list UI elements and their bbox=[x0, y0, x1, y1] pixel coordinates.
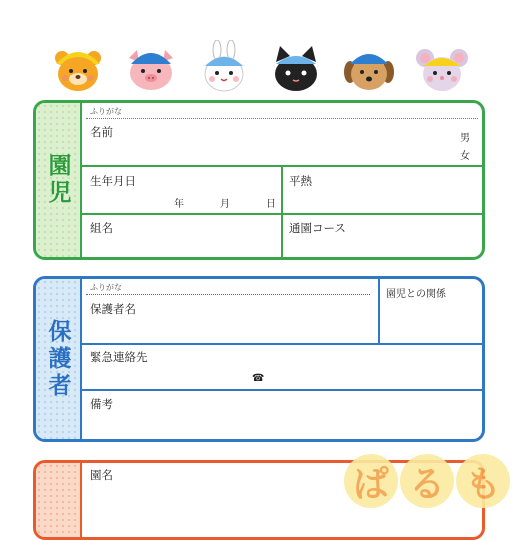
gender-female-option[interactable]: 女 bbox=[460, 151, 470, 162]
birth-year-unit: 年 bbox=[174, 199, 184, 210]
school-name-label: 園名 bbox=[90, 468, 113, 482]
phone-icon: ☎ bbox=[252, 373, 265, 384]
birth-day-unit: 日 bbox=[266, 199, 276, 210]
pig-icon bbox=[123, 40, 179, 96]
fever-label: 平熱 bbox=[289, 174, 312, 188]
class-label: 組名 bbox=[90, 221, 113, 235]
rabbit-icon bbox=[196, 40, 252, 96]
guardian-info-card bbox=[33, 276, 485, 442]
guardian-furigana-label: ふりがな bbox=[90, 283, 122, 292]
gender-male-option[interactable]: 男 bbox=[460, 133, 470, 144]
child-card-body bbox=[82, 103, 482, 257]
dog-icon bbox=[341, 40, 397, 96]
child-furigana-label: ふりがな bbox=[90, 107, 122, 116]
child-name-label: 名前 bbox=[90, 125, 113, 139]
course-label: 通園コース bbox=[289, 221, 346, 235]
row-divider bbox=[82, 343, 482, 345]
mascot-row bbox=[50, 40, 470, 98]
notes-label: 備考 bbox=[90, 397, 113, 411]
furigana-divider bbox=[86, 118, 478, 119]
watermark-char: も bbox=[456, 454, 510, 508]
furigana-divider bbox=[86, 294, 370, 295]
cat-icon bbox=[268, 40, 324, 96]
column-divider bbox=[378, 279, 380, 343]
bear-icon bbox=[50, 40, 106, 96]
guardian-section-title: 保護者 bbox=[36, 279, 82, 439]
row-divider bbox=[82, 213, 482, 215]
emergency-contact-label: 緊急連絡先 bbox=[90, 350, 148, 364]
child-info-card bbox=[33, 100, 485, 260]
school-section-side bbox=[36, 463, 82, 537]
guardian-card-body bbox=[82, 279, 482, 439]
watermark-logo bbox=[344, 446, 514, 516]
mouse-icon bbox=[414, 40, 470, 96]
child-section-title: 園児 bbox=[36, 103, 82, 257]
birthdate-label: 生年月日 bbox=[90, 174, 136, 188]
birth-month-unit: 月 bbox=[220, 199, 230, 210]
row-divider bbox=[82, 389, 482, 391]
watermark-char: る bbox=[400, 454, 454, 508]
relation-label: 園児との関係 bbox=[386, 289, 446, 300]
guardian-name-label: 保護者名 bbox=[90, 302, 136, 316]
watermark-char: ぱ bbox=[344, 454, 398, 508]
